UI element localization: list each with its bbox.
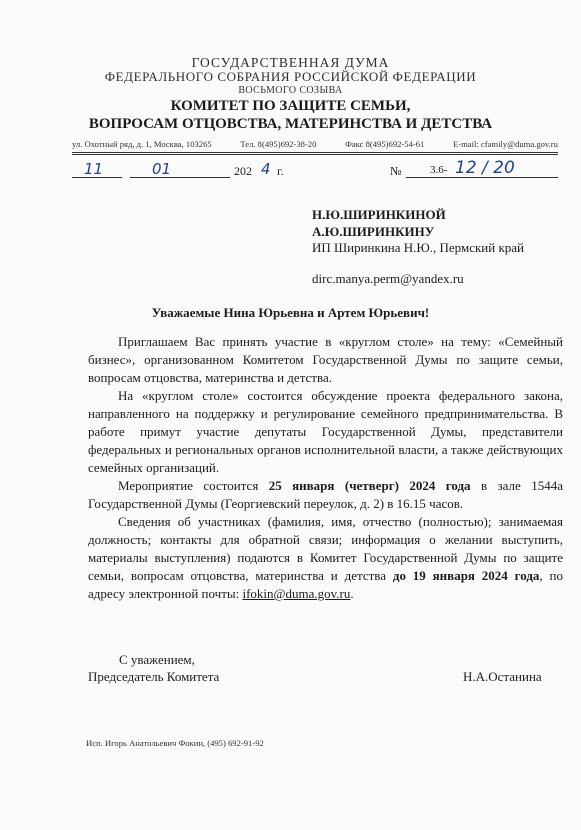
date-number-line — [72, 160, 558, 182]
letterhead-rule-top — [72, 152, 558, 153]
letter-body — [88, 333, 563, 603]
number-line — [406, 177, 558, 178]
paragraph-4: Сведения об участниках (фамилия, имя, отчество (полностью); занимаемая должность; контакты для обратной связи; информация о желании выступить, материалы выступления) подаются в Комитет Государственной Думы по защите семьи, вопросам отцовства, материнства и детства до 19 января 2024 года, по адресу электронной почты: ifokin@duma.gov.ru. — [88, 514, 563, 601]
addressee-line-3: ИП Ширинкина Н.Ю., Пермский край — [312, 240, 524, 255]
date-month: 01 — [152, 160, 172, 178]
signature-position: Председатель Комитета — [88, 669, 220, 684]
addressee-line-2: А.Ю.ШИРИНКИНУ — [312, 224, 435, 239]
number-handwritten: 12 / 20 — [455, 158, 515, 178]
event-date: 25 января (четверг) 2024 года — [268, 478, 471, 493]
deadline-date: до 19 января 2024 года — [392, 568, 540, 583]
paragraph-2: На «круглом столе» состоится обсуждение проекта федерального закона, направленного на поддержку и регулирование семейного предпринимательства. В работе примут участие депутаты Государственной Думы, представители федеральных и региональных органов исполнительной власти, а также действующих семейных организаций. — [88, 388, 563, 475]
letterhead-fax: Факс 8(495)692-54-61 — [345, 139, 425, 149]
org-line-2: ФЕДЕРАЛЬНОГО СОБРАНИЯ РОССИЙСКОЙ ФЕДЕРАЦИИ — [104, 69, 477, 84]
org-line-1: ГОСУДАРСТВЕННАЯ ДУМА — [191, 55, 390, 70]
letterhead-address: ул. Охотный ряд, д. 1, Москва, 103265 — [72, 139, 212, 149]
letterhead-contacts — [72, 139, 558, 149]
date-day-line — [72, 177, 122, 178]
date-year-digit: 4 — [261, 160, 271, 178]
executor-note: Исп. Игорь Анатольевич Фокин, (495) 692-91-92 — [86, 738, 264, 748]
letterhead-phone: Тел. 8(495)692-38-20 — [240, 139, 317, 149]
number-prefix: 3.6- — [430, 164, 448, 176]
signature-name: Н.А.Останина — [463, 669, 542, 684]
date-month-line — [130, 177, 230, 178]
date-year-suffix: г. — [277, 164, 284, 178]
date-year-prefix: 202 — [234, 164, 252, 178]
convocation: ВОСЬМОГО СОЗЫВА — [238, 85, 343, 96]
addressee-email: dirc.manya.perm@yandex.ru — [312, 271, 464, 286]
contact-email-link[interactable]: ifokin@duma.gov.ru — [242, 586, 351, 601]
letterhead-email: E-mail: cfamily@duma.gov.ru — [453, 139, 558, 149]
paragraph-1: Приглашаем Вас принять участие в «круглом столе» на тему: «Семейный бизнес», организованном Комитетом Государственной Думы по защите семьи, вопросам отцовства, материнства и детства. — [88, 334, 563, 385]
number-label: № — [390, 164, 402, 178]
signature-regards: С уважением, — [119, 652, 195, 667]
committee-line-2: ВОПРОСАМ ОТЦОВСТВА, МАТЕРИНСТВА И ДЕТСТВА — [88, 116, 493, 132]
paragraph-3: Мероприятие состоится 25 января (четверг) 2024 года в зале 1544а Государственной Думы (Георгиевский переулок, д. 2) в 16.15 часов. — [88, 478, 563, 511]
committee-line-1: КОМИТЕТ ПО ЗАЩИТЕ СЕМЬИ, — [170, 98, 411, 114]
date-day: 11 — [84, 160, 104, 178]
letterhead-rule-bottom — [72, 154, 558, 155]
addressee-line-1: Н.Ю.ШИРИНКИНОЙ — [312, 207, 446, 222]
salutation: Уважаемые Нина Юрьевна и Артем Юрьевич! — [151, 305, 430, 320]
